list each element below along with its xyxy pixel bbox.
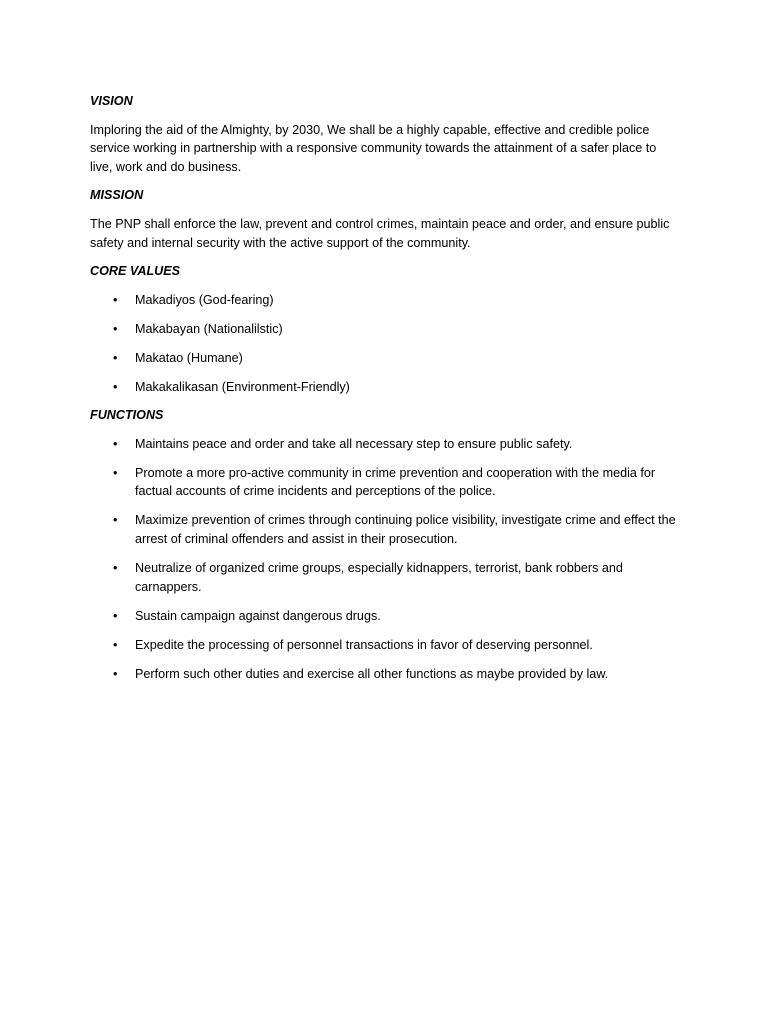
list-item [90,665,680,684]
function-text: Promote a more pro-active community in crime prevention and cooperation with the media for factual accounts of crime incidents and perceptions of the police. [135,465,656,499]
list-item [90,636,680,655]
function-text: Expedite the processing of personnel transactions in favor of deserving personnel. [135,637,593,652]
vision-heading: VISION [90,94,133,108]
bullet-icon: • [113,379,118,394]
function-text: Sustain campaign against dangerous drugs. [135,608,381,623]
function-text: Maximize prevention of crimes through continuing police visibility, investigate crime and effect the arrest of criminal offenders and assist in their prosecution. [135,513,676,547]
core-values-heading: CORE VALUES [90,264,181,279]
core-value-text: Makatao (Humane) [135,350,243,365]
list-item [90,291,680,310]
mission-text: The PNP shall enforce the law, prevent and control crimes, maintain peace and order, and ensure public safety and internal security with the active support of the community. [90,216,670,250]
bullet-icon: • [113,292,118,307]
bullet-icon: • [113,637,118,652]
function-text: Maintains peace and order and take all necessary step to ensure public safety. [135,436,573,451]
bullet-icon: • [113,608,118,623]
list-item [90,320,680,339]
bullet-icon: • [113,666,118,681]
core-value-text: Makadiyos (God-fearing) [135,292,274,307]
list-item [90,607,680,626]
bullet-icon: • [113,561,118,576]
list-item [90,349,680,368]
function-text: Neutralize of organized crime groups, especially kidnappers, terrorist, bank robbers and carnappers. [135,561,623,594]
list-item [90,464,680,501]
bullet-icon: • [113,436,118,451]
core-value-text: Makakalikasan (Environment-Friendly) [135,379,350,394]
list-item [90,559,680,596]
list-item [90,511,680,548]
bullet-icon: • [113,350,118,365]
list-item [90,435,680,454]
core-values-list [90,291,680,397]
bullet-icon: • [113,321,118,336]
vision-text: Imploring the aid of the Almighty, by 2030, We shall be a highly capable, effective and credible police service working in partnership with a responsive community towards the attainment of a safer place to live, work and do business. [90,122,657,174]
bullet-icon: • [113,465,118,480]
bullet-icon: • [113,513,118,528]
core-value-text: Makabayan (Nationalilstic) [135,321,283,336]
functions-list [90,435,680,683]
functions-heading: FUNCTIONS [90,408,164,423]
mission-heading: MISSION [90,188,144,203]
list-item [90,378,680,397]
document-body [90,92,680,693]
function-text: Perform such other duties and exercise all other functions as maybe provided by law. [135,666,609,681]
